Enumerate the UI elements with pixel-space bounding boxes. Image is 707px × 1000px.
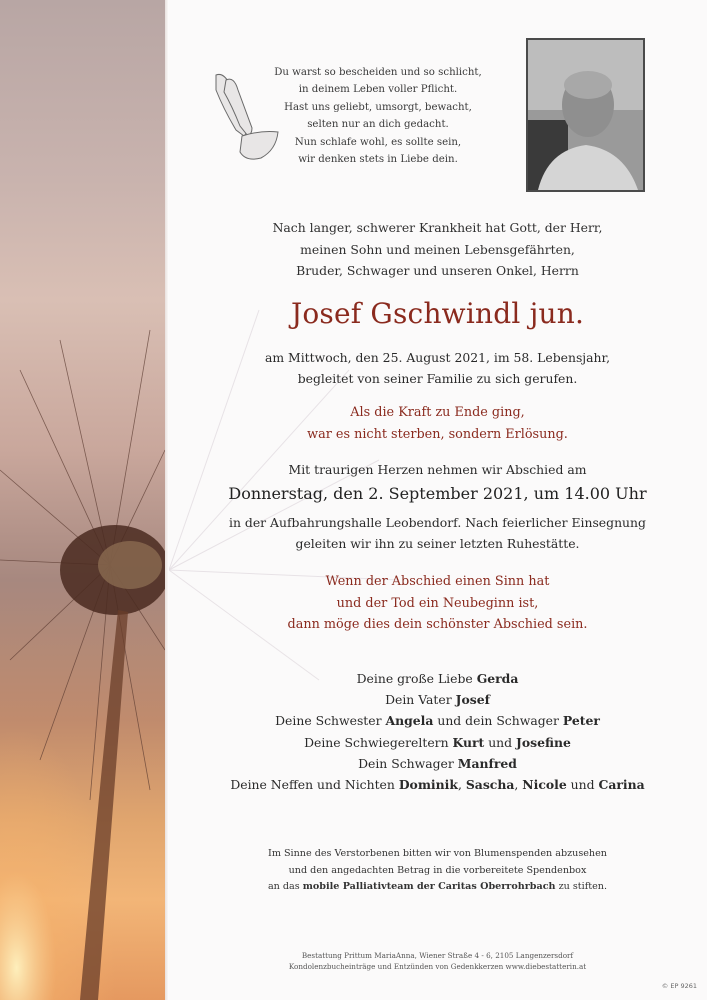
family-name: Josef xyxy=(455,692,490,708)
footer-line: Kondolenzbucheinträge und Entzünden von Gedenkkerzen www.diebestatterin.at xyxy=(288,962,587,971)
quote-line: und der Tod ein Neubeginn ist, xyxy=(336,595,539,611)
family-relation: und dein Schwager xyxy=(433,713,563,729)
mourning-family xyxy=(180,668,695,795)
family-relation: Deine Neffen und Nichten xyxy=(230,777,399,793)
donation-text: an das xyxy=(267,881,303,892)
funeral-date: Donnerstag, den 2. September 2021, um 14.00 Uhr xyxy=(228,484,647,503)
family-line xyxy=(180,732,695,753)
farewell-intro: Mit traurigen Herzen nehmen wir Abschied am xyxy=(288,462,587,477)
family-line xyxy=(180,668,695,689)
family-name: Peter xyxy=(562,713,600,729)
family-relation: Deine Schwiegereltern xyxy=(304,734,453,750)
poem-line: in deinem Leben voller Pflicht. xyxy=(298,84,458,96)
deceased-name: Josef Gschwindl jun. xyxy=(290,297,585,330)
poem-line: wir denken stets in Liebe dein. xyxy=(298,154,458,166)
family-relation: Dein Schwager xyxy=(358,755,458,771)
document-code: © EP 9261 xyxy=(661,982,697,990)
family-line xyxy=(180,689,695,710)
donation-line xyxy=(180,879,695,896)
family-separator: , xyxy=(514,777,523,793)
family-name: Dominik xyxy=(398,777,458,793)
place-line: geleiten wir ihn zu seiner letzten Ruhestätte. xyxy=(295,536,580,551)
family-separator: , xyxy=(457,777,466,793)
intro-line: Bruder, Schwager und unseren Onkel, Herrn xyxy=(296,263,579,278)
donation-recipient: mobile Palliativteam der Caritas Oberrohrbach xyxy=(302,881,556,892)
family-relation: Deine Schwester xyxy=(275,713,386,729)
donation-line: Im Sinne des Verstorbenen bitten wir von Blumenspenden abzusehen xyxy=(268,848,607,859)
death-date-info xyxy=(180,347,695,389)
footer-line: Bestattung Prittum MariaAnna, Wiener Straße 4 - 6, 2105 Langenzersdorf xyxy=(301,951,574,960)
poem-line: selten nur an dich gedacht. xyxy=(307,119,449,131)
quote-line: dann möge dies dein schönster Abschied sein. xyxy=(287,617,588,632)
family-relation: und xyxy=(566,777,599,793)
family-line xyxy=(180,710,695,731)
family-name: Angela xyxy=(385,713,434,729)
family-relation: und xyxy=(484,734,517,750)
quote-line: Wenn der Abschied einen Sinn hat xyxy=(325,574,550,589)
intro-line: meinen Sohn und meinen Lebensgefährten, xyxy=(300,241,575,257)
family-name: Nicole xyxy=(522,777,567,793)
funeral-place xyxy=(180,512,695,554)
family-name: Josefine xyxy=(516,734,571,750)
donation-text: zu stiften. xyxy=(555,881,608,892)
family-relation: Deine große Liebe xyxy=(356,671,477,686)
family-line xyxy=(180,774,695,795)
quote-strength xyxy=(180,402,695,445)
poem-line: Du warst so bescheiden und so schlicht, xyxy=(274,67,482,78)
family-name: Gerda xyxy=(476,671,519,686)
poem-line: Nun schlafe wohl, es sollte sein, xyxy=(294,136,462,148)
place-line: in der Aufbahrungshalle Leobendorf. Nach feierlicher Einsegnung xyxy=(229,515,646,530)
quote-farewell xyxy=(180,571,695,636)
quote-line: Als die Kraft zu Ende ging, xyxy=(350,405,525,420)
poem-line: Hast uns geliebt, umsorgt, bewacht, xyxy=(284,101,472,113)
family-name: Sascha xyxy=(465,777,515,793)
death-announcement-intro xyxy=(180,217,695,282)
family-name: Carina xyxy=(598,777,645,793)
portrait-photo xyxy=(526,38,645,192)
family-name: Kurt xyxy=(452,734,485,750)
portrait-illustration xyxy=(528,40,643,190)
memorial-poem xyxy=(262,64,494,168)
family-relation: Dein Vater xyxy=(385,692,456,708)
donation-line: und den angedachten Betrag in die vorbereitete Spendenbox xyxy=(288,864,587,876)
family-name: Manfred xyxy=(457,755,517,771)
family-line xyxy=(180,753,695,774)
quote-line: war es nicht sterben, sondern Erlösung. xyxy=(307,426,568,442)
dandelion-illustration xyxy=(0,0,165,1000)
funeral-home-footer xyxy=(180,950,695,972)
death-line: begleitet von seiner Familie zu sich gerufen. xyxy=(297,371,578,386)
intro-line: Nach langer, schwerer Krankheit hat Gott, der Herr, xyxy=(272,220,603,235)
death-line: am Mittwoch, den 25. August 2021, im 58. Lebensjahr, xyxy=(264,350,611,365)
donation-request xyxy=(180,846,695,896)
